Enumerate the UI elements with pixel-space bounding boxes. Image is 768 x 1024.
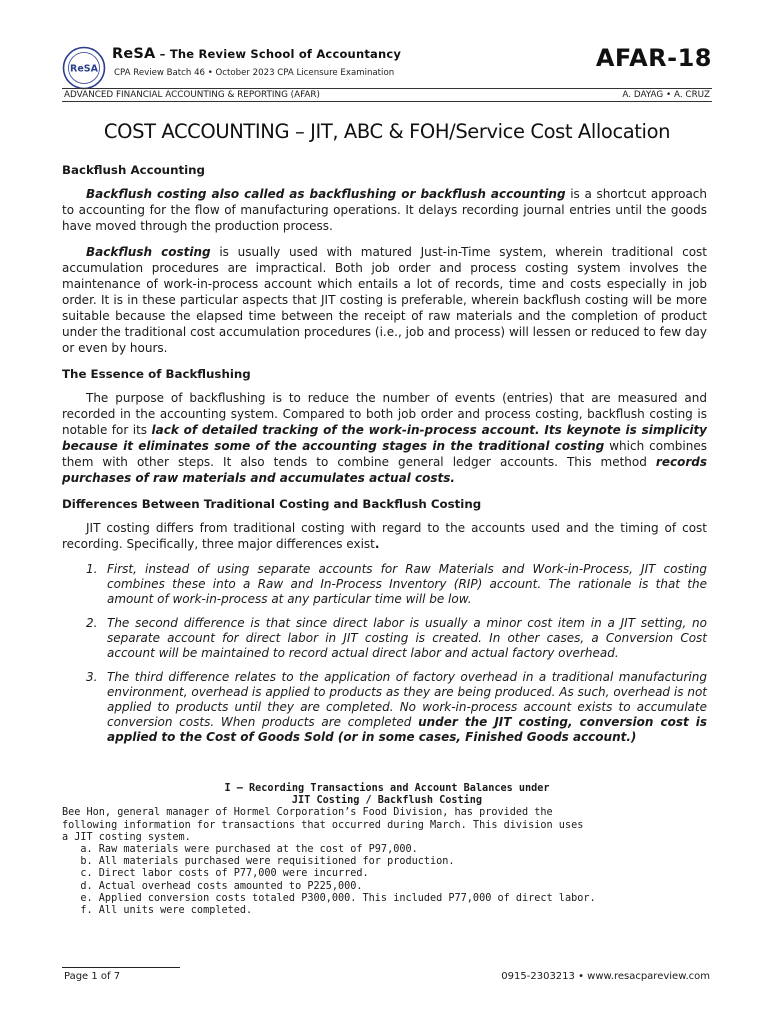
problem-intro-line: Bee Hon, general manager of Hormel Corporation’s Food Division, has provided the xyxy=(62,807,553,819)
problem-item: c. Direct labor costs of P77,000 were incurred. xyxy=(62,868,369,880)
list-item: 2. The second difference is that since direct labor is usually a minor cost item in a JIT setting, no separate account for direct labor in JIT costing is created. In other cases, a Conversion Cost account will be maintained to record actual direct labor and actual factory overhead. xyxy=(86,616,707,660)
school-name-rest: – The Review School of Accountancy xyxy=(155,47,402,61)
paragraph: Backflush costing is usually used with matured Just-in-Time system, wherein traditional cost accumulation procedures are impractical. Both job order and process costing system involves the maintenance of work-in-process account which entails a lot of records, time and costs especially in job order. It is in these particular aspects that JIT costing is preferable, wherein backflush costing will be more suitable because the elapsed time between the receipt of raw materials and the completion of product under the traditional cost accumulation procedures (i.e., job and process) will lessen or reduced to few day or even by hours. xyxy=(62,245,707,355)
paragraph: JIT costing differs from traditional costing with regard to the accounts used and the timing of cost recording. Specifically, three major differences exist. xyxy=(62,521,707,551)
problem-item: d. Actual overhead costs amounted to P225,000. xyxy=(62,880,363,892)
subject-label: ADVANCED FINANCIAL ACCOUNTING & REPORTING (AFAR) xyxy=(64,90,320,100)
problem-intro-line: a JIT costing system. xyxy=(62,831,191,843)
paragraph: Backflush costing also called as backflushing or backflush accounting is a shortcut approach to accounting for the flow of manufacturing operations. It delays recording journal entries until the goods have moved through the production process. xyxy=(62,187,708,233)
paragraph: The purpose of backflushing is to reduce the number of events (entries) that are measured and recorded in the accounting system. Compared to both job order and process costing, backflush costing is notable for its lack of detailed tracking of the work-in-process account. Its keynote is simplicity because it eliminates some of the accounting stages in the traditional costing which combines them with other steps. It also tends to combine general ledger accounts. This method records purchases of raw materials and accumulates actual costs. xyxy=(62,391,707,485)
main-content xyxy=(62,162,707,755)
section-heading-backflush: Backflush Accounting xyxy=(62,163,206,177)
problem-title-line2: JIT Costing / Backflush Costing xyxy=(291,795,483,807)
problem-section xyxy=(62,783,712,917)
differences-list xyxy=(62,562,707,745)
authors-label: A. DAYAG • A. CRUZ xyxy=(622,90,710,100)
school-name xyxy=(112,46,401,62)
footer-contact: 0915-2303213 • www.resacpareview.com xyxy=(501,971,710,982)
batch-line: CPA Review Batch 46 • October 2023 CPA Licensure Examination xyxy=(114,68,395,78)
problem-title-line1: I – Recording Transactions and Account Balances under xyxy=(224,783,550,794)
page-title: COST ACCOUNTING – JIT, ABC & FOH/Service Cost Allocation xyxy=(103,120,671,143)
problem-item: b. All materials purchased were requisitioned for production. xyxy=(62,856,455,868)
section-heading-essence: The Essence of Backflushing xyxy=(62,367,251,381)
resa-logo-icon xyxy=(62,46,106,90)
list-item: 1. First, instead of using separate accounts for Raw Materials and Work-in-Process, JIT costing combines these into a Raw and In-Process Inventory (RIP) account. The rationale is that the amount of work-in-process at any particular time will be low. xyxy=(86,562,707,606)
section-heading-differences: Differences Between Traditional Costing and Backflush Costing xyxy=(62,497,482,511)
logo-text: ReSA xyxy=(70,63,98,75)
problem-item: f. All units were completed. xyxy=(62,905,253,917)
page-header xyxy=(62,44,712,90)
subject-bar xyxy=(62,88,712,102)
problem-intro-line: following information for transactions that occurred during March. This division uses xyxy=(62,819,584,831)
school-name-main: ReSA xyxy=(112,46,156,62)
problem-item: a. Raw materials were purchased at the cost of P97,000. xyxy=(62,844,418,856)
problem-item: e. Applied conversion costs totaled P300,000. This included P77,000 of direct labor. xyxy=(62,892,596,904)
handout-code: AFAR-18 xyxy=(595,44,712,72)
page-number: Page 1 of 7 xyxy=(64,971,121,982)
list-item: 3. The third difference relates to the application of factory overhead in a traditional manufacturing environment, overhead is applied to products as they are being produced. As such, overhead is not applied to products until they are completed. No work-in-process account exists to accumulate conversion costs. When products are completed under the JIT costing, conversion cost is applied to the Cost of Goods Sold (or in some cases, Finished Goods account.) xyxy=(86,670,707,744)
footer-divider xyxy=(62,967,180,968)
